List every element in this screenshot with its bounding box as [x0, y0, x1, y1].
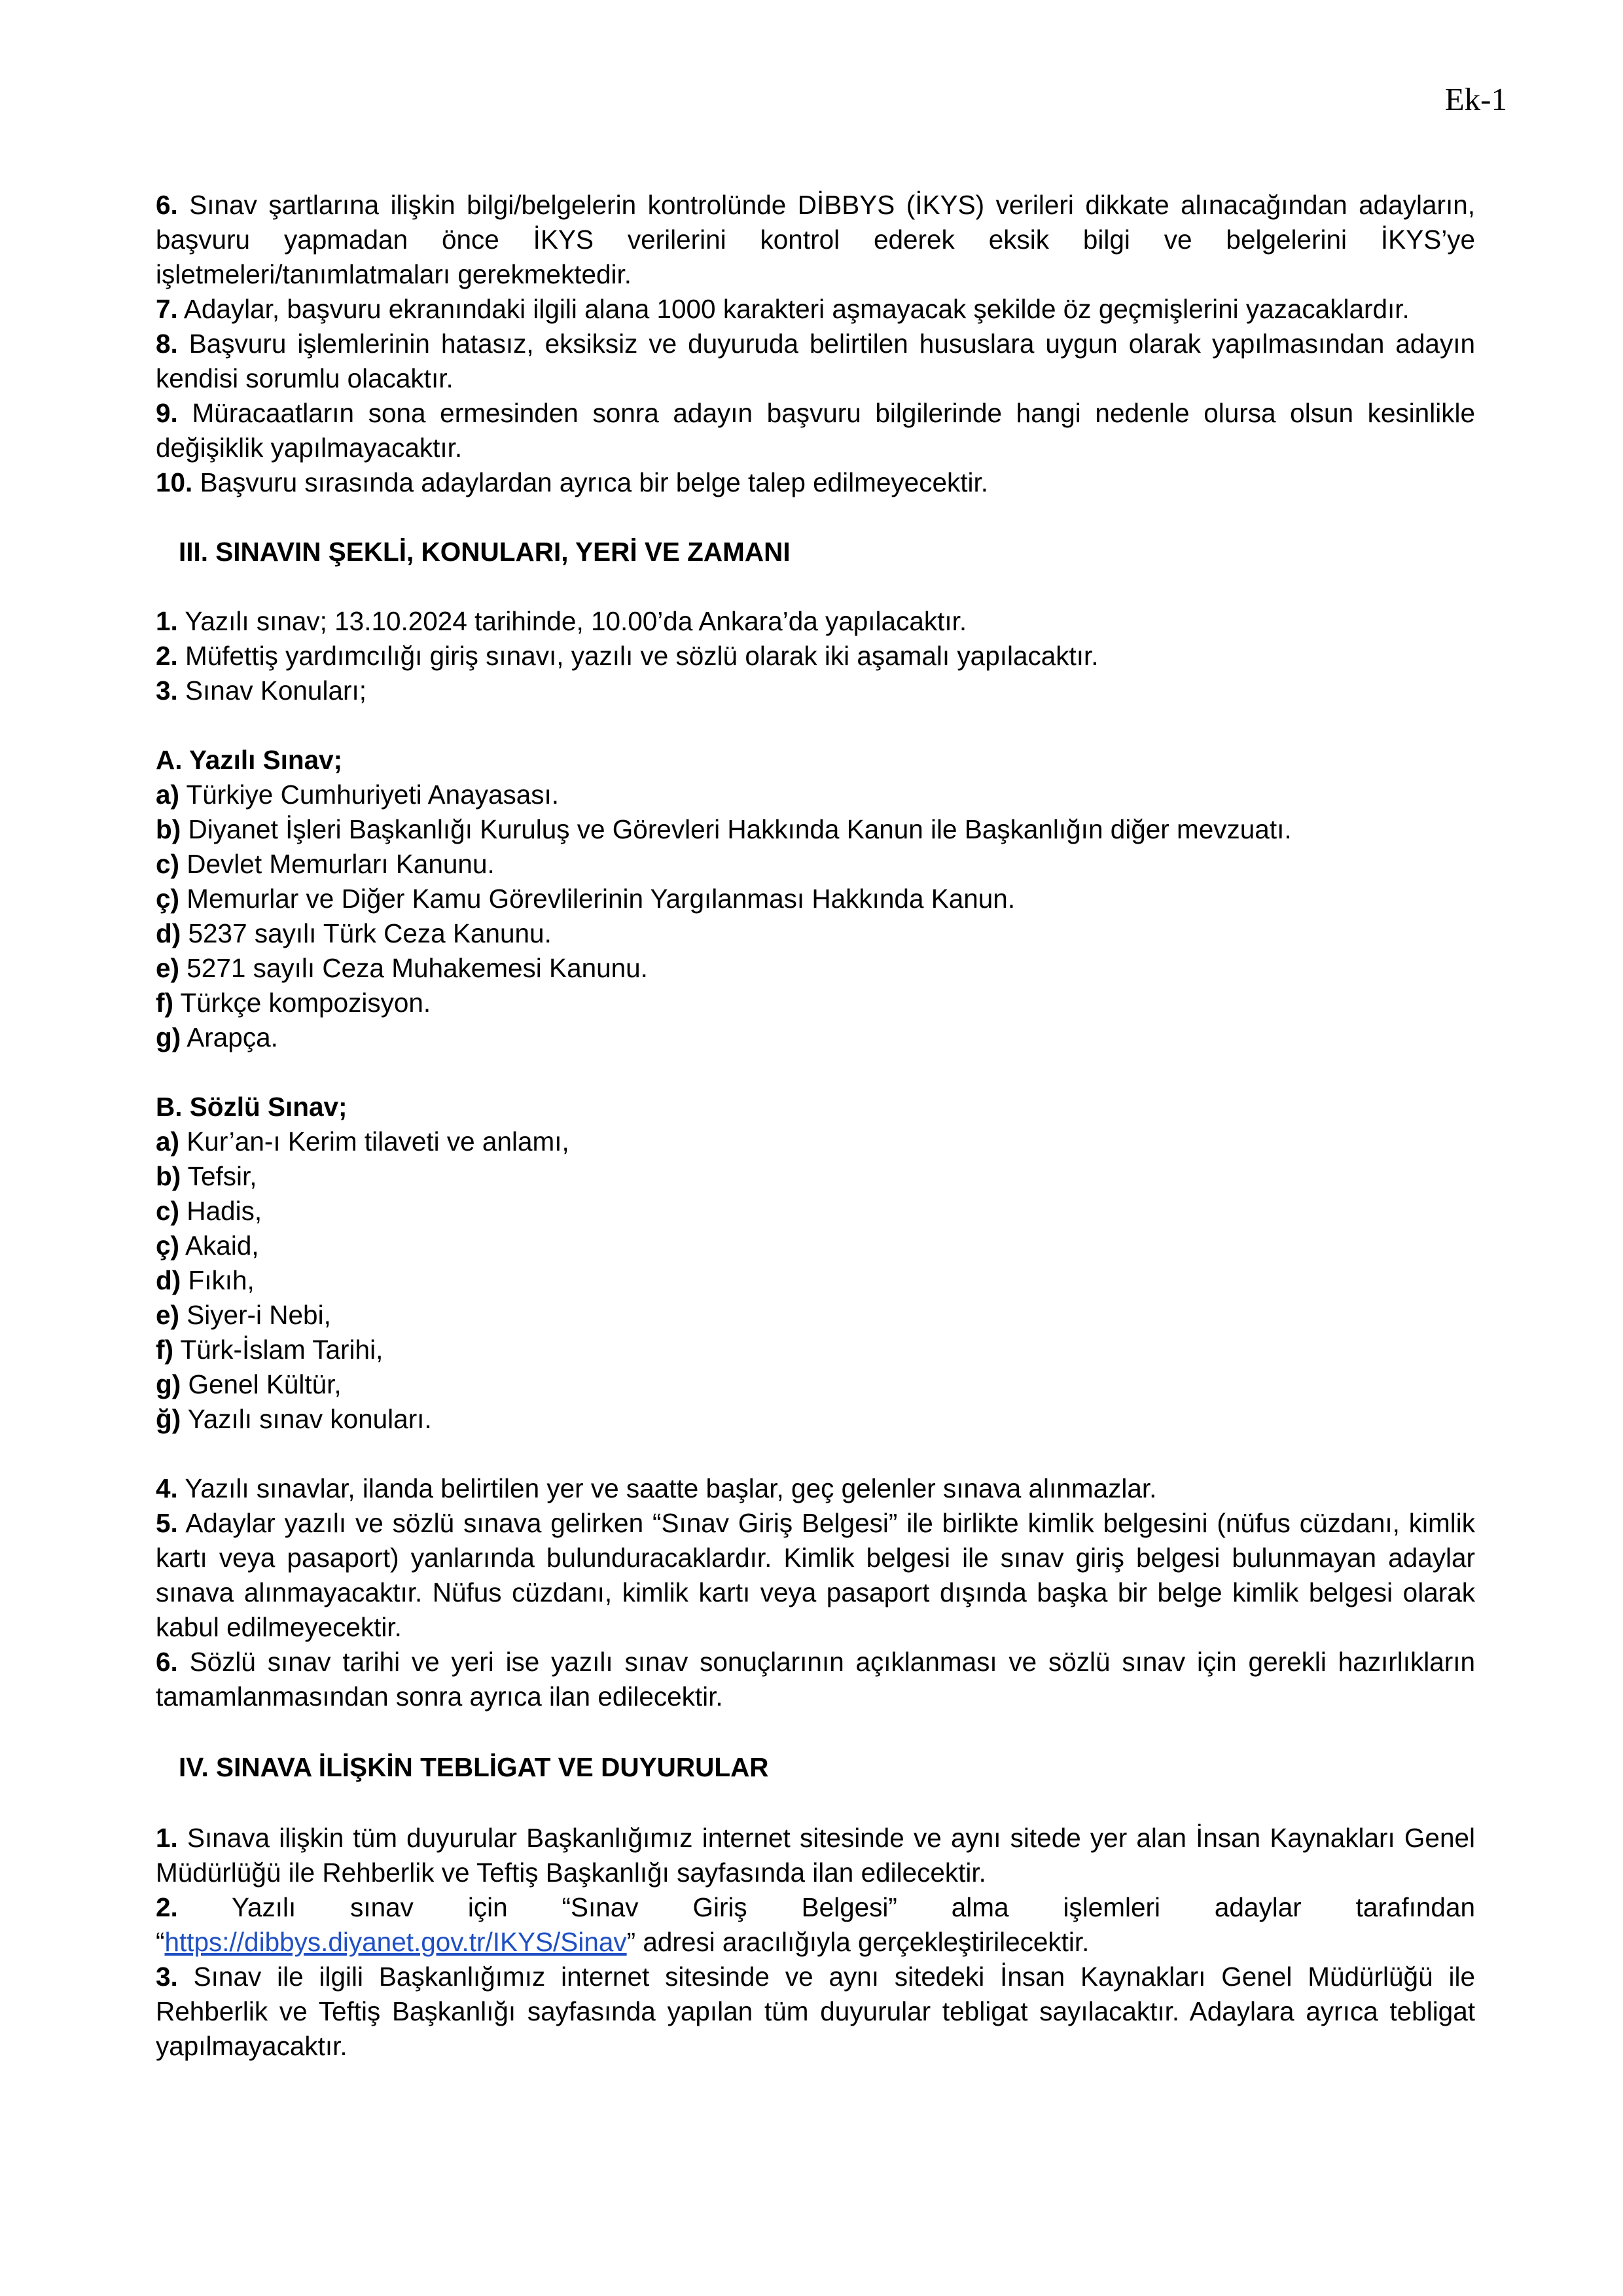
item-text: Sınav ile ilgili Başkanlığımız internet sitesinde ve aynı sitedeki İnsan Kaynakları Genel Müdürlüğü ile Rehberlik ve Teftiş Başkanlığı sayfasında yapılan tüm duyurular tebligat sayılacaktır. Adaylara ayrıca tebligat yapılmayacaktır. [156, 1962, 1475, 2061]
item-number: 3. [156, 1962, 178, 1992]
application-item [156, 292, 1475, 327]
written-topic [156, 882, 1475, 916]
item-text: Sınava ilişkin tüm duyurular Başkanlığımız internet sitesinde ve aynı sitede yer alan İnsan Kaynakları Genel Müdürlüğü ile Rehberlik ve Teftiş Başkanlığı sayfasında ilan edilecektir. [156, 1823, 1475, 1888]
item-letter: d) [156, 918, 181, 948]
item-text: 5271 sayılı Ceza Muhakemesi Kanunu. [187, 953, 648, 983]
item-text: Genel Kültür, [188, 1369, 342, 1399]
exam-item [156, 604, 1475, 639]
item-text: Siyer-i Nebi, [187, 1300, 331, 1330]
item-number: 2. [156, 641, 178, 671]
section-heading: IV. SINAVA İLİŞKİN TEBLİGAT VE DUYURULAR [179, 1752, 769, 1782]
written-topic [156, 916, 1475, 951]
oral-topic [156, 1263, 1475, 1298]
item-text: 5237 sayılı Türk Ceza Kanunu. [188, 918, 552, 948]
item-text: Sınav şartlarına ilişkin bilgi/belgelerin kontrolünde DİBBYS (İKYS) verileri dikkate alınacağından adayların, başvuru yapmadan önce İKYS verilerini kontrol ederek eksik bilgi ve belgelerini İKYS’ye işletmeleri/tanımlatmaları gerekmektedir. [156, 190, 1475, 289]
announcement-item [156, 1821, 1475, 1890]
item-text: Hadis, [187, 1196, 262, 1226]
item-text: Müfettiş yardımcılığı giriş sınavı, yazılı ve sözlü olarak iki aşamalı yapılacaktır. [185, 641, 1099, 671]
exam-item [156, 1506, 1475, 1645]
item-text: Başvuru sırasında adaylardan ayrıca bir belge talep edilmeyecektir. [200, 467, 988, 497]
item-text-after: ” adresi aracılığıyla gerçekleştirilecektir. [626, 1927, 1090, 1957]
item-letter: g) [156, 1022, 181, 1052]
written-topic [156, 812, 1475, 847]
item-letter: a) [156, 1126, 180, 1157]
item-text: Diyanet İşleri Başkanlığı Kuruluş ve Görevleri Hakkında Kanun ile Başkanlığın diğer mevzuatı. [188, 814, 1292, 844]
item-text: Müracaatların sona ermesinden sonra adayın başvuru bilgilerinde hangi nedenle olursa olsun kesinlikle değişiklik yapılmayacaktır. [156, 398, 1475, 463]
oral-topic [156, 1333, 1475, 1367]
item-letter: ğ) [156, 1404, 181, 1434]
written-topic [156, 778, 1475, 812]
oral-topic [156, 1194, 1475, 1229]
item-number: 10. [156, 467, 193, 497]
item-text: Yazılı sınavlar, ilanda belirtilen yer ve saatte başlar, geç gelenler sınava alınmazlar. [185, 1473, 1157, 1503]
item-letter: ç) [156, 884, 180, 914]
item-letter: f) [156, 1335, 173, 1365]
item-letter: g) [156, 1369, 181, 1399]
item-text: Adaylar, başvuru ekranındaki ilgili alana 1000 karakteri aşmayacak şekilde öz geçmişlerini yazacaklardır. [183, 294, 1410, 324]
application-item [156, 465, 1475, 500]
item-letter: ç) [156, 1230, 180, 1261]
oral-topic [156, 1402, 1475, 1437]
item-letter: d) [156, 1265, 181, 1295]
item-text: Fıkıh, [188, 1265, 255, 1295]
item-number: 4. [156, 1473, 178, 1503]
item-number: 7. [156, 294, 178, 324]
item-number: 3. [156, 675, 178, 706]
item-text: Yazılı sınav konuları. [187, 1404, 432, 1434]
item-number: 8. [156, 329, 178, 359]
item-text: Türkçe kompozisyon. [180, 988, 431, 1018]
item-text: Kur’an-ı Kerim tilaveti ve anlamı, [187, 1126, 569, 1157]
application-item [156, 188, 1475, 292]
item-number: 5. [156, 1508, 178, 1538]
oral-topic [156, 1298, 1475, 1333]
item-number: 6. [156, 190, 178, 220]
exam-item [156, 673, 1475, 708]
oral-exam-title: B. Sözlü Sınav; [156, 1092, 348, 1122]
item-number: 1. [156, 1823, 178, 1853]
item-text: Sözlü sınav tarihi ve yeri ise yazılı sınav sonuçlarının açıklanması ve sözlü sınav için gerekli hazırlıkların tamamlanmasından sonra ayrıca ilan edilecektir. [156, 1647, 1475, 1712]
item-text: Tefsir, [187, 1161, 257, 1191]
item-letter: a) [156, 780, 180, 810]
oral-topic [156, 1367, 1475, 1402]
written-topic [156, 847, 1475, 882]
exam-item [156, 1645, 1475, 1714]
item-number: 9. [156, 398, 178, 428]
item-number: 1. [156, 606, 178, 636]
item-letter: e) [156, 953, 180, 983]
item-letter: c) [156, 849, 180, 879]
document-body [156, 188, 1475, 2064]
item-letter: f) [156, 988, 173, 1018]
exam-item [156, 639, 1475, 673]
item-letter: b) [156, 1161, 181, 1191]
item-text: Türk-İslam Tarihi, [180, 1335, 383, 1365]
announcement-item [156, 1960, 1475, 2064]
item-letter: e) [156, 1300, 180, 1330]
item-text: Başvuru işlemlerinin hatasız, eksiksiz ve duyuruda belirtilen hususlara uygun olarak yapılmasından adayın kendisi sorumlu olacaktır. [156, 329, 1475, 393]
item-text: Akaid, [185, 1230, 259, 1261]
oral-topic [156, 1159, 1475, 1194]
item-text: Arapça. [187, 1022, 278, 1052]
exam-item [156, 1471, 1475, 1506]
written-topic [156, 951, 1475, 986]
oral-topic [156, 1124, 1475, 1159]
application-item [156, 327, 1475, 396]
item-text: Yazılı sınav; 13.10.2024 tarihinde, 10.00’da Ankara’da yapılacaktır. [185, 606, 967, 636]
item-letter: b) [156, 814, 181, 844]
announcement-item [156, 1890, 1475, 1960]
oral-topic [156, 1229, 1475, 1263]
item-letter: c) [156, 1196, 180, 1226]
item-number: 2. [156, 1892, 178, 1922]
section-heading: III. SINAVIN ŞEKLİ, KONULARI, YERİ VE ZAMANI [179, 537, 791, 567]
item-number: 6. [156, 1647, 178, 1677]
item-text-before: Yazılı sınav için “Sınav Giriş Belgesi” alma işlemleri adaylar tarafından “ [156, 1892, 1475, 1957]
item-text: Sınav Konuları; [185, 675, 366, 706]
written-exam-title: A. Yazılı Sınav; [156, 745, 343, 775]
application-item [156, 396, 1475, 465]
annex-label: Ek-1 [1444, 81, 1507, 117]
written-topic [156, 1020, 1475, 1055]
item-text: Devlet Memurları Kanunu. [187, 849, 495, 879]
ikys-exam-link[interactable]: https://dibbys.diyanet.gov.tr/IKYS/Sinav [164, 1927, 627, 1957]
written-topic [156, 986, 1475, 1020]
item-text: Memurlar ve Diğer Kamu Görevlilerinin Yargılanması Hakkında Kanun. [187, 884, 1016, 914]
item-text: Türkiye Cumhuriyeti Anayasası. [186, 780, 560, 810]
item-text: Adaylar yazılı ve sözlü sınava gelirken “Sınav Giriş Belgesi” ile birlikte kimlik belgesini (nüfus cüzdanı, kimlik kartı veya pasaport) yanlarında bulunduracaklardır. Kimlik belgesi ile sınav giriş belgesi bulunmayan adaylar sınava alınmayacaktır. Nüfus cüzdanı, kimlik kartı veya pasaport dışında başka bir belge kimlik belgesi olarak kabul edilmeyecektir. [156, 1508, 1475, 1642]
